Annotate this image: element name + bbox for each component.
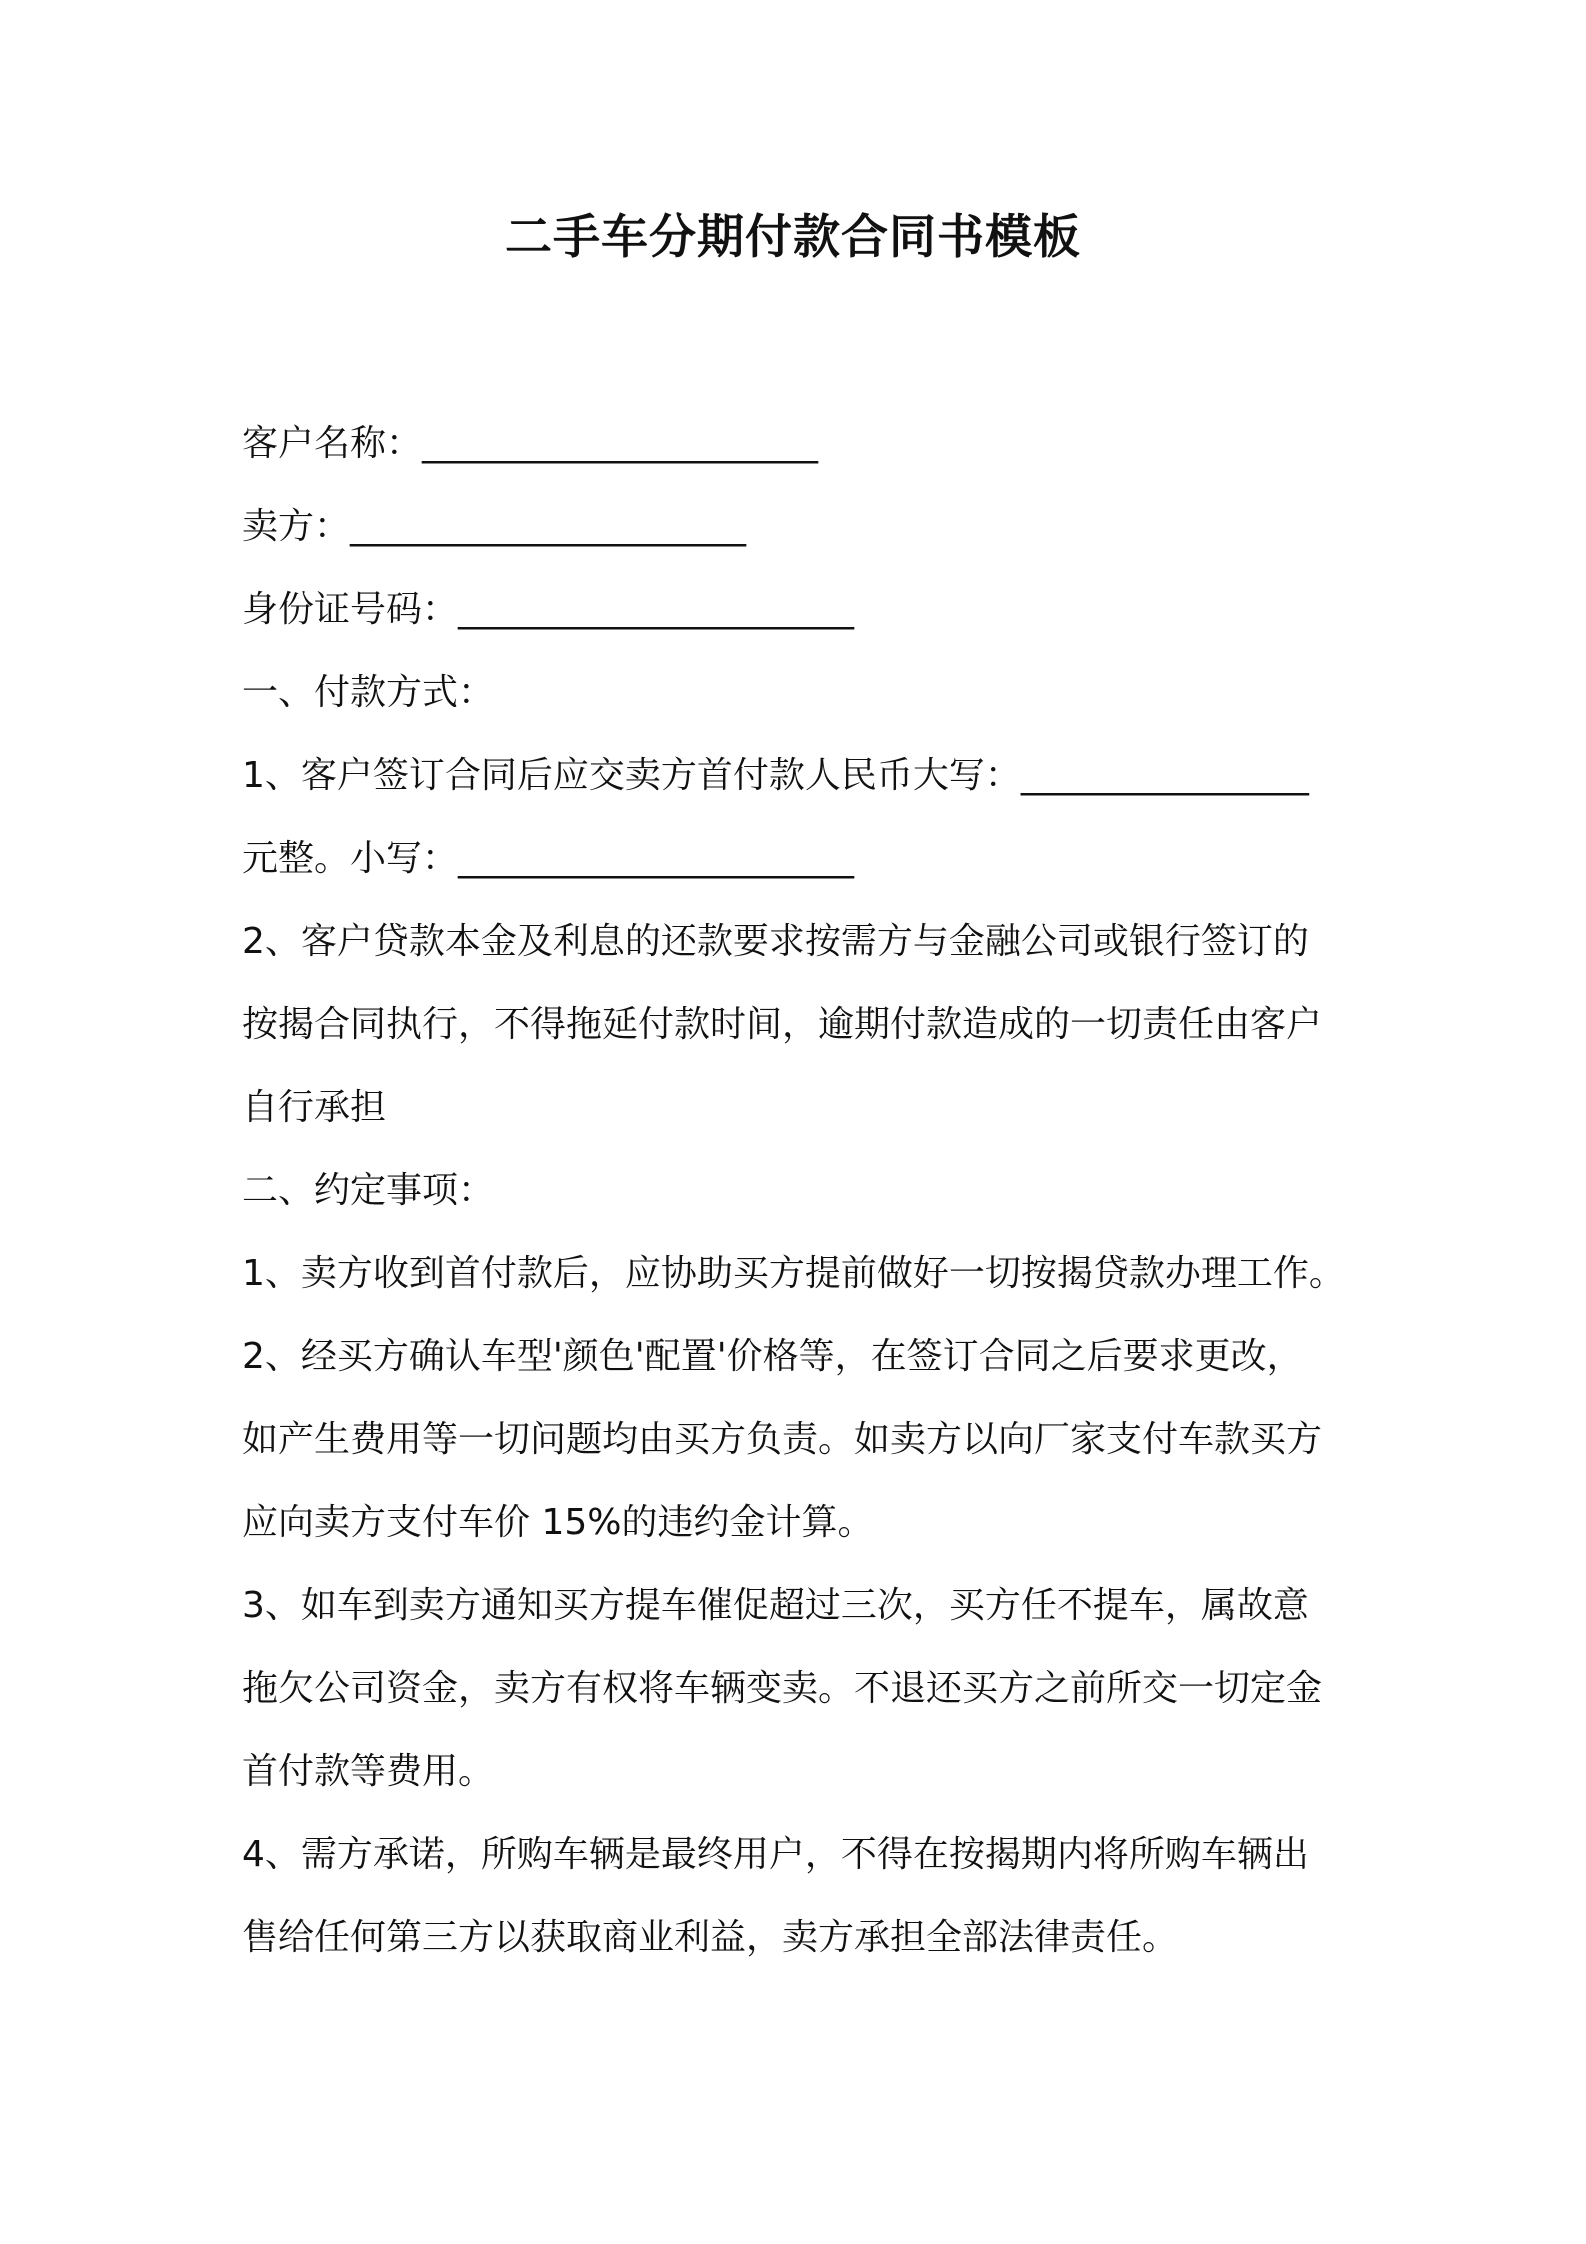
section-payment-heading: 一、付款方式： — [242, 672, 495, 713]
terms-clause-2-line-1: 2、经买方确认车型'颜色'配置'价格等，在签订合同之后要求更改， — [242, 1336, 1303, 1377]
payment-clause-2-line-2: 按揭合同执行，不得拖延付款时间，逾期付款造成的一切责任由客户 — [242, 1004, 1323, 1045]
terms-clause-2-line-2: 如产生费用等一切问题均由买方负责。如卖方以向厂家支付车款买方 — [242, 1419, 1323, 1460]
payment-clause-1-line-2: 元整。小写：______________________ — [242, 838, 855, 879]
payment-clause-2-line-1: 2、客户贷款本金及利息的还款要求按需方与金融公司或银行签订的 — [242, 921, 1309, 962]
payment-clause-2-line-3: 自行承担 — [242, 1087, 387, 1128]
section-terms-heading: 二、约定事项： — [242, 1170, 495, 1211]
id-number-line: 身份证号码：______________________ — [242, 589, 855, 630]
terms-clause-1: 1、卖方收到首付款后，应协助买方提前做好一切按揭贷款办理工作。 — [242, 1253, 1345, 1294]
seller-line: 卖方：______________________ — [242, 506, 747, 547]
terms-clause-4-line-2: 售给任何第三方以获取商业利益，卖方承担全部法律责任。 — [242, 1917, 1179, 1958]
terms-clause-3-line-1: 3、如车到卖方通知买方提车催促超过三次，买方任不提车，属故意 — [242, 1585, 1309, 1626]
customer-name-line: 客户名称：______________________ — [242, 423, 819, 464]
document-body — [242, 402, 1372, 1979]
terms-clause-3-line-3: 首付款等费用。 — [242, 1751, 495, 1792]
terms-clause-4-line-1: 4、需方承诺，所购车辆是最终用户，不得在按揭期内将所购车辆出 — [242, 1834, 1309, 1875]
document-title: 二手车分期付款合同书模板 — [505, 210, 1081, 265]
terms-clause-3-line-2: 拖欠公司资金，卖方有权将车辆变卖。不退还买方之前所交一切定金 — [242, 1668, 1323, 1709]
payment-clause-1-line-1: 1、客户签订合同后应交卖方首付款人民币大写：________________ — [242, 755, 1309, 796]
terms-clause-2-line-3: 应向卖方支付车价 15%的违约金计算。 — [242, 1502, 874, 1543]
